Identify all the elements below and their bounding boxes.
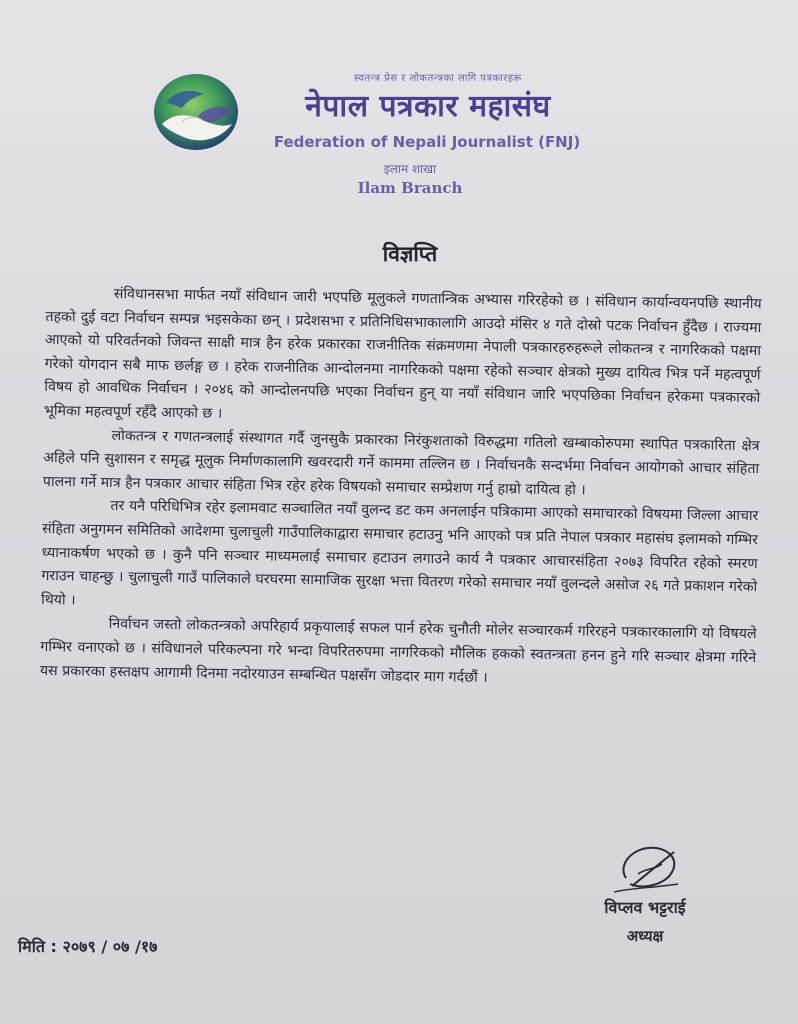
- document-date: मिति : २०७९ / ०७ /१७: [18, 937, 158, 956]
- branch-name-nepali: इलाम शाखा: [383, 162, 437, 176]
- signatory-name: विप्लव भट्टराई: [604, 898, 686, 917]
- letter-body: [40, 282, 762, 694]
- paragraph-3: तर यनै परिधिभित्र रहेर इलामवाट सञ्चालित नयाँ वुलन्द डट कम अनलाईन पत्रिकामा आएको समाचारको विषयमा जिल्ला आचार संहिता अनुगमन समितिको आदेशमा चुलाचुली गाउँपालिकाद्वारा समाचार हटाउनु भनि आएको पत्र प्रति नेपाल पत्रकार महासंघ इलामको गम्भिर ध्यानाकर्षण भएको छ । कुनै पनि सञ्चार माध्यमलाई समाचार हटाउन लगाउने कार्य नै पत्रकार आचारसंहिता २०७३ विपरित रहेको स्मरण गराउन चाहन्छु । चुलाचुली गाउँ पालिकाले घरघरमा सामाजिक सुरक्षा भत्ता वितरण गरेको समाचार नयाँ वुलन्दले असोज २६ गते प्रकाशन गरेको थियो ।: [40, 498, 759, 609]
- handwritten-signature-icon: [608, 838, 690, 900]
- paragraph-4: निर्वाचन जस्तो लोकतन्त्रको अपरिहार्य प्रकृयालाई सफल पार्न हरेक चुनौती मोलेर सञ्चारकर्म गरिरहने पत्रकारकालागि यो विषयले गम्भिर वनाएको छ । संविधानले परिकल्पना गरे भन्दा विपरितरुपमा नागरिकको मौलिक हकको स्वतन्त्रता हनन हुने गरि सञ्चार क्षेत्रमा गरिने यस प्रकारका हस्तक्षप आगामी दिनमा नदोरयाउन सम्बन्धित पक्षसँग जोडदार माग गर्दछौं ।: [39, 616, 757, 686]
- organization-name-nepali: नेपाल पत्रकार महासंघ: [305, 89, 551, 124]
- document-heading: विज्ञप्ति: [382, 242, 438, 266]
- signatory-role: अध्यक्ष: [626, 927, 664, 945]
- dove-globe-logo-icon: [152, 72, 240, 152]
- paragraph-1: संविधानसभा मार्फत नयाँ संविधान जारी भएपछि मूलुकले गणतान्त्रिक अभ्यास गरिरहेको छ । संविधान कार्यान्वयनपछि स्थानीय तहको दुई वटा निर्वाचन सम्पन्न भइसकेका छन् । प्रदेशसभा र प्रतिनिधिसभाकालागि आउदो मंसिर ४ गते दोस्रो पटक निर्वाचन हुँदैछ । राज्यमा आएको यो परिवर्तनको जिवन्त साक्षी मात्र हैन हरेक प्रकारका राजनीतिक संक्रमणमा नेपाली पत्रकारहरुहरूले लोकतन्त्र र नागरिकको पक्षमा गरेको योगदान सबै माफ छर्लङ्ग छ । हरेक राजनीतिक आन्दोलनमा नागरिकको पक्षमा रहेको सञ्चार क्षेत्रको मुख्य दायित्व भित्र पर्ने महत्वपूर्ण विषय हो आवधिक निर्वाचन । २०४६ को आन्दोलनपछि भएका निर्वाचन हुन् या नयाँ संविधान जारि भएपछिका निर्वाचन हरेकमा पत्रकारको भूमिका महत्वपूर्ण रहँदै आएको छ ।: [43, 286, 762, 422]
- letterhead-tagline: स्वतन्त्र प्रेस र लोकतन्त्रका लागि पत्रकारहरू: [354, 73, 522, 84]
- paragraph-2: लोकतन्त्र र गणतन्त्रलाई संस्थागत गर्दै जुनसुकै प्रकारका निरंकुशताको विरुद्धमा गतिलो खम्बाकोरुपमा स्थापित पत्रकारिता क्षेत्र अहिले पनि सुशासन र समृद्ध मूलुक निर्माणकालागि खवरदारी गर्ने काममा तल्लिन छ । निर्वाचनकै सन्दर्भमा निर्वाचन आयोगको आचार संहिता पालना गर्ने मात्र हैन पत्रकार आचार संहिता भित्र रहेर हरेक विषयको समाचार सम्प्रेशण गर्नु हाम्रो दायित्व हो ।: [42, 427, 760, 499]
- branch-name-english: Ilam Branch: [357, 179, 463, 197]
- organization-name-english: Federation of Nepali Journalist (FNJ): [273, 133, 581, 151]
